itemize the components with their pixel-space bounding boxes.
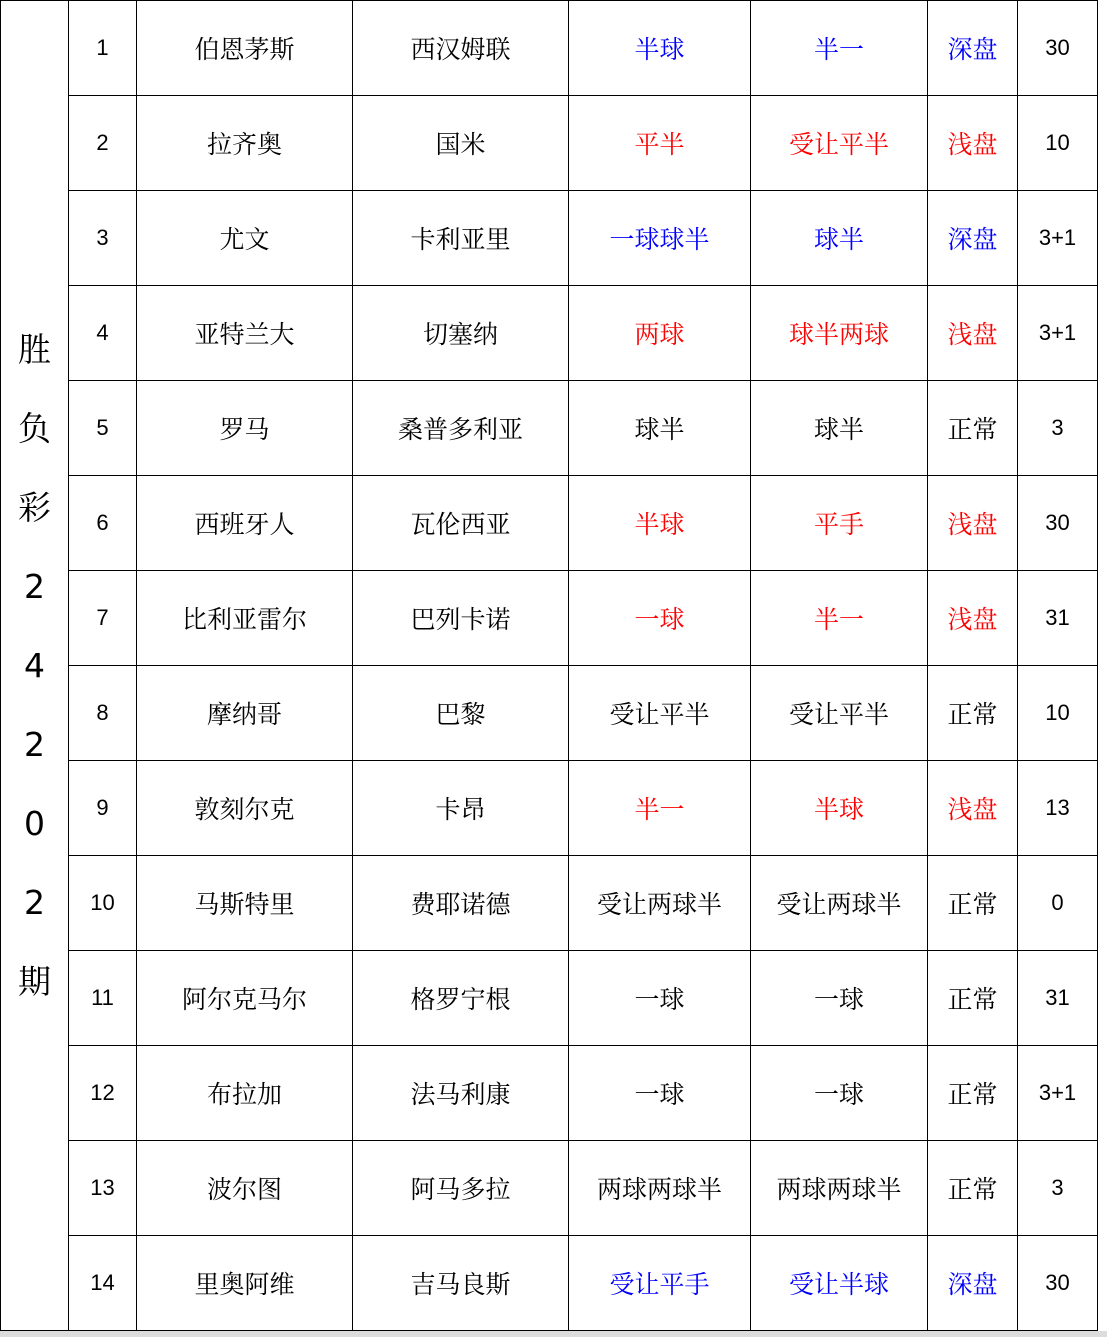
prediction-cell: 3 [1018, 1141, 1098, 1236]
prediction-cell: 30 [1018, 476, 1098, 571]
issue-label-char: 4 [24, 646, 45, 685]
home-team-cell: 拉齐奥 [137, 96, 353, 191]
handicap-initial-cell: 半球 [569, 476, 751, 571]
away-team-cell: 吉马良斯 [353, 1236, 569, 1331]
handicap-current-cell: 半球 [751, 761, 928, 856]
match-number-cell: 6 [69, 476, 137, 571]
table-row [1, 96, 1098, 191]
prediction-cell: 3+1 [1018, 286, 1098, 381]
depth-tag-cell: 深盘 [928, 1, 1018, 96]
depth-tag-cell: 浅盘 [928, 761, 1018, 856]
depth-tag-cell: 正常 [928, 856, 1018, 951]
handicap-initial-cell: 受让两球半 [569, 856, 751, 951]
depth-tag-cell: 浅盘 [928, 571, 1018, 666]
prediction-cell: 31 [1018, 951, 1098, 1046]
match-number-cell: 1 [69, 1, 137, 96]
home-team-cell: 敦刻尔克 [137, 761, 353, 856]
handicap-current-cell: 一球 [751, 1046, 928, 1141]
match-number-cell: 11 [69, 951, 137, 1046]
away-team-cell: 国米 [353, 96, 569, 191]
handicap-current-cell: 两球两球半 [751, 1141, 928, 1236]
match-number-cell: 4 [69, 286, 137, 381]
table-row [1, 1141, 1098, 1236]
match-number-cell: 2 [69, 96, 137, 191]
away-team-cell: 桑普多利亚 [353, 381, 569, 476]
match-number-cell: 9 [69, 761, 137, 856]
handicap-current-cell: 半一 [751, 1, 928, 96]
away-team-cell: 巴黎 [353, 666, 569, 761]
prediction-cell: 13 [1018, 761, 1098, 856]
away-team-cell: 卡利亚里 [353, 191, 569, 286]
handicap-initial-cell: 半球 [569, 1, 751, 96]
handicap-initial-cell: 受让平半 [569, 666, 751, 761]
depth-tag-cell: 正常 [928, 951, 1018, 1046]
home-team-cell: 波尔图 [137, 1141, 353, 1236]
handicap-current-cell: 一球 [751, 951, 928, 1046]
depth-tag-cell: 正常 [928, 666, 1018, 761]
home-team-cell: 尤文 [137, 191, 353, 286]
home-team-cell: 亚特兰大 [137, 286, 353, 381]
prediction-cell: 10 [1018, 666, 1098, 761]
table-row [1, 951, 1098, 1046]
match-number-cell: 14 [69, 1236, 137, 1331]
table-row [1, 286, 1098, 381]
away-team-cell: 卡昂 [353, 761, 569, 856]
home-team-cell: 布拉加 [137, 1046, 353, 1141]
table-row [1, 381, 1098, 476]
issue-label-char: 负 [18, 409, 51, 448]
handicap-current-cell: 球半 [751, 381, 928, 476]
away-team-cell: 法马利康 [353, 1046, 569, 1141]
depth-tag-cell: 正常 [928, 1046, 1018, 1141]
prediction-cell: 30 [1018, 1236, 1098, 1331]
depth-tag-cell: 正常 [928, 1141, 1018, 1236]
handicap-initial-cell: 平半 [569, 96, 751, 191]
handicap-current-cell: 受让平半 [751, 96, 928, 191]
table-row [1, 1046, 1098, 1141]
prediction-cell: 10 [1018, 96, 1098, 191]
issue-label-char: 2 [24, 725, 45, 764]
handicap-initial-cell: 半一 [569, 761, 751, 856]
depth-tag-cell: 深盘 [928, 191, 1018, 286]
bottom-divider [0, 1331, 1107, 1337]
handicap-initial-cell: 球半 [569, 381, 751, 476]
depth-tag-cell: 深盘 [928, 1236, 1018, 1331]
handicap-initial-cell: 一球球半 [569, 191, 751, 286]
away-team-cell: 阿马多拉 [353, 1141, 569, 1236]
home-team-cell: 摩纳哥 [137, 666, 353, 761]
handicap-current-cell: 球半 [751, 191, 928, 286]
home-team-cell: 里奥阿维 [137, 1236, 353, 1331]
handicap-initial-cell: 一球 [569, 1046, 751, 1141]
handicap-current-cell: 受让平半 [751, 666, 928, 761]
table-row [1, 191, 1098, 286]
fixture-table-body [1, 1, 1098, 1331]
home-team-cell: 马斯特里 [137, 856, 353, 951]
handicap-initial-cell: 一球 [569, 571, 751, 666]
prediction-cell: 3 [1018, 381, 1098, 476]
away-team-cell: 费耶诺德 [353, 856, 569, 951]
away-team-cell: 格罗宁根 [353, 951, 569, 1046]
handicap-current-cell: 平手 [751, 476, 928, 571]
issue-label-char: 胜 [18, 330, 51, 369]
away-team-cell: 瓦伦西亚 [353, 476, 569, 571]
prediction-cell: 0 [1018, 856, 1098, 951]
match-number-cell: 12 [69, 1046, 137, 1141]
depth-tag-cell: 浅盘 [928, 286, 1018, 381]
depth-tag-cell: 浅盘 [928, 476, 1018, 571]
prediction-cell: 31 [1018, 571, 1098, 666]
issue-label-char: 0 [24, 804, 45, 843]
handicap-current-cell: 受让两球半 [751, 856, 928, 951]
home-team-cell: 阿尔克马尔 [137, 951, 353, 1046]
away-team-cell: 切塞纳 [353, 286, 569, 381]
issue-label-char: 2 [24, 883, 45, 922]
handicap-initial-cell: 两球 [569, 286, 751, 381]
table-row [1, 666, 1098, 761]
home-team-cell: 比利亚雷尔 [137, 571, 353, 666]
away-team-cell: 巴列卡诺 [353, 571, 569, 666]
table-row [1, 476, 1098, 571]
issue-label-char: 2 [24, 567, 45, 606]
issue-label-char: 彩 [18, 488, 51, 527]
issue-label [18, 310, 51, 1021]
prediction-cell: 3+1 [1018, 1046, 1098, 1141]
home-team-cell: 罗马 [137, 381, 353, 476]
handicap-current-cell: 半一 [751, 571, 928, 666]
handicap-initial-cell: 受让平手 [569, 1236, 751, 1331]
depth-tag-cell: 浅盘 [928, 96, 1018, 191]
home-team-cell: 伯恩茅斯 [137, 1, 353, 96]
depth-tag-cell: 正常 [928, 381, 1018, 476]
handicap-initial-cell: 两球两球半 [569, 1141, 751, 1236]
issue-label-char: 期 [18, 962, 51, 1001]
table-row [1, 571, 1098, 666]
table-row [1, 761, 1098, 856]
match-number-cell: 13 [69, 1141, 137, 1236]
home-team-cell: 西班牙人 [137, 476, 353, 571]
match-number-cell: 5 [69, 381, 137, 476]
match-number-cell: 3 [69, 191, 137, 286]
table-row [1, 1, 1098, 96]
prediction-cell: 30 [1018, 1, 1098, 96]
prediction-cell: 3+1 [1018, 191, 1098, 286]
table-row [1, 1236, 1098, 1331]
match-number-cell: 10 [69, 856, 137, 951]
handicap-current-cell: 受让半球 [751, 1236, 928, 1331]
handicap-initial-cell: 一球 [569, 951, 751, 1046]
away-team-cell: 西汉姆联 [353, 1, 569, 96]
match-number-cell: 7 [69, 571, 137, 666]
handicap-current-cell: 球半两球 [751, 286, 928, 381]
match-number-cell: 8 [69, 666, 137, 761]
table-row [1, 856, 1098, 951]
issue-label-cell [1, 1, 69, 1331]
